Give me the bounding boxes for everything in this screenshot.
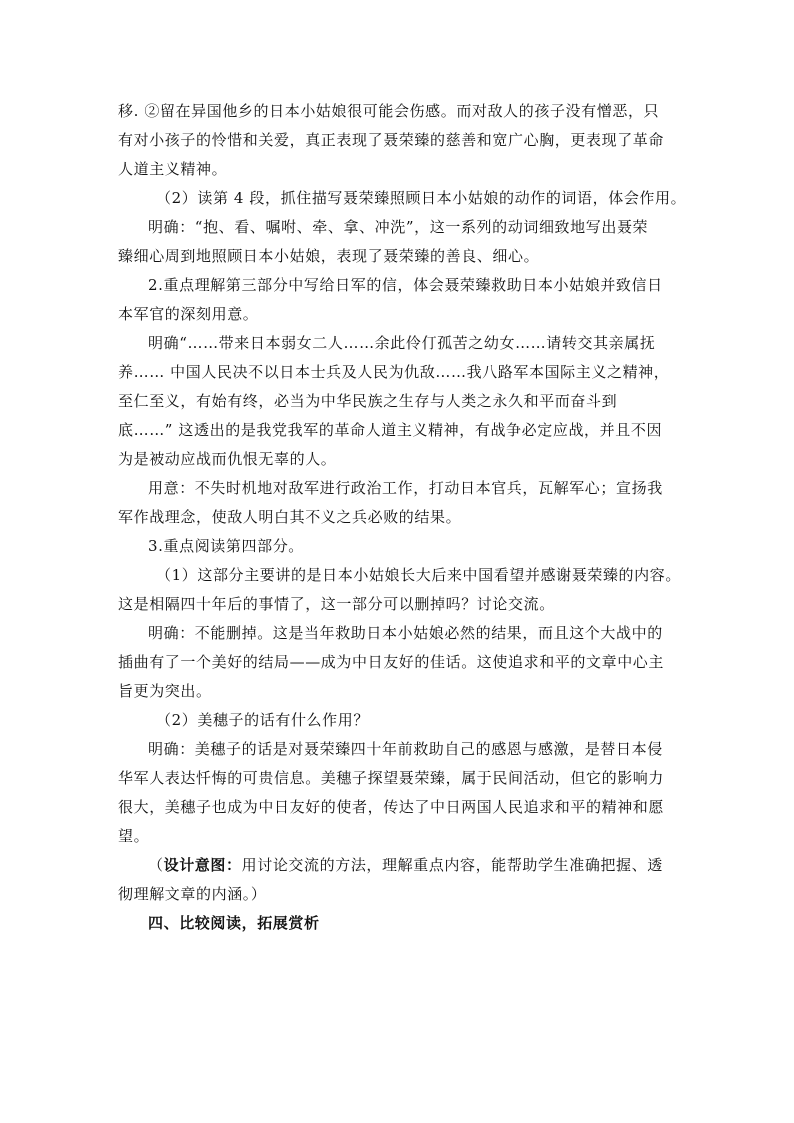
text-line: 人道主义精神。 xyxy=(118,160,228,178)
text-line: （2）美穗子的话有什么作用？ xyxy=(156,711,369,729)
text-line: 望。 xyxy=(118,827,150,845)
text-line: 用意：不失时机地对敌军进行政治工作，打动日本官兵，瓦解军心；宣扬我 xyxy=(148,479,663,497)
text-line: 这是相隔四十年后的事情了，这一部分可以删掉吗？讨论交流。 xyxy=(118,595,555,613)
text-line: 为是被动应战而仇恨无辜的人。 xyxy=(118,450,337,468)
text-line: （2）读第 4 段，抓住描写聂荣臻照顾日本小姑娘的动作的词语，体会作用。 xyxy=(156,189,687,207)
text-line: 底……” 这透出的是我党我军的革命人道主义精神，有战争必定应战，并且不因 xyxy=(118,421,663,439)
text-line: 2.重点理解第三部分中写给日军的信，体会聂荣臻救助日本小姑娘并致信日 xyxy=(148,276,663,294)
text-line: 明确：不能删掉。这是当年救助日本小姑娘必然的结果，而且这个大战中的 xyxy=(148,624,663,642)
text-line: 华军人表达忏悔的可贵信息。美穗子探望聂荣臻，属于民间活动，但它的影响力 xyxy=(118,769,665,787)
text-line: 至仁至义，有始有终，必当为中华民族之生存与人类之永久和平而奋斗到 xyxy=(118,392,618,410)
text-line: 明确“……带来日本弱女二人……余此伶仃孤苦之幼女……请转交其亲属抚 xyxy=(148,334,656,352)
document-body xyxy=(118,97,688,938)
text-line: 有对小孩子的怜惜和关爱，真正表现了聂荣臻的慈善和宽广心胸，更表现了革命 xyxy=(118,131,665,149)
text-line: 臻细心周到地照顾日本小姑娘，表现了聂荣臻的善良、细心。 xyxy=(118,247,540,265)
text-line: 彻理解文章的内涵。） xyxy=(118,885,267,903)
text-line: 移. ②留在异国他乡的日本小姑娘很可能会伤感。而对敌人的孩子没有憎恶，只 xyxy=(118,102,660,120)
text-line: 很大，美穗子也成为中日友好的使者，传达了中日两国人民追求和平的精神和愿 xyxy=(118,798,665,816)
design-intent-line xyxy=(118,851,688,880)
text-line: 养…… 中国人民决不以日本士兵及人民为仇敌……我八路军本国际主义之精神， xyxy=(118,363,670,381)
section-heading: 四、比较阅读，拓展赏析 xyxy=(148,914,320,932)
design-intent-text: 用讨论交流的方法，理解重点内容，能帮助学生准确把握、透 xyxy=(241,856,663,874)
text-line: （1）这部分主要讲的是日本小姑娘长大后来中国看望并感谢聂荣臻的内容。 xyxy=(156,566,681,584)
design-intent-label: 设计意图： xyxy=(163,856,242,874)
text-line: 旨更为突出。 xyxy=(118,682,212,700)
design-intent-prefix: （ xyxy=(148,856,164,874)
text-line: 明确：美穗子的话是对聂荣臻四十年前救助自己的感恩与感激，是替日本侵 xyxy=(148,740,663,758)
text-line: 3.重点阅读第四部分。 xyxy=(148,537,304,555)
text-line: 军作战理念，使敌人明白其不义之兵必败的结果。 xyxy=(118,508,462,526)
text-line: 明确：“抱、看、嘱咐、牵、拿、冲洗”，这一系列的动词细致地写出聂荣 xyxy=(148,218,649,236)
text-line: 插曲有了一个美好的结局——成为中日友好的佳话。这使追求和平的文章中心主 xyxy=(118,653,665,671)
text-line: 本军官的深刻用意。 xyxy=(118,305,259,323)
